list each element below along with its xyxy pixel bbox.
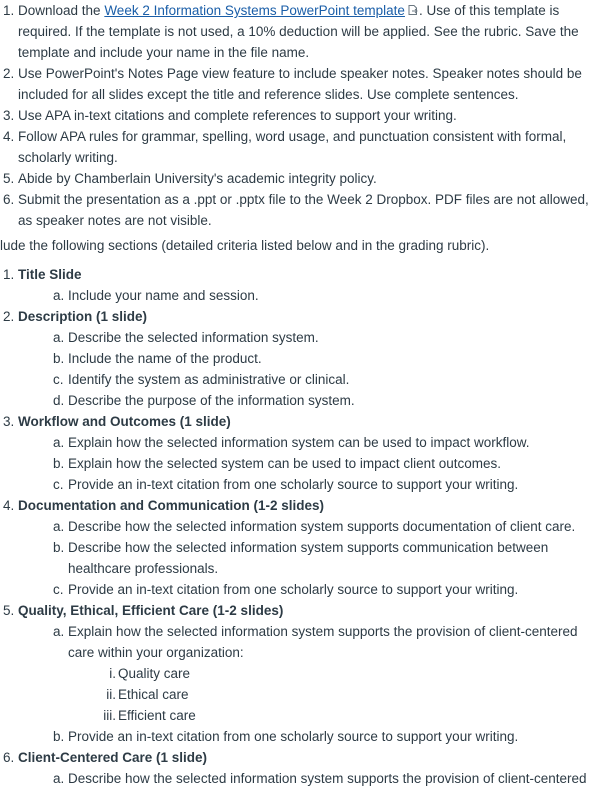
list-letter: b. [53, 351, 65, 366]
section-item [0, 495, 600, 600]
criteria-item [53, 348, 600, 369]
criteria-text: Explain how the selected system can be used to impact client outcomes. [68, 456, 501, 471]
criteria-text: Describe the selected information system. [68, 330, 319, 345]
instruction-item [0, 0, 600, 63]
criteria-item [53, 390, 600, 411]
list-number: 1. [3, 267, 15, 282]
criteria-item [53, 432, 600, 453]
instruction-text: Use PowerPoint's Notes Page view feature to include speaker notes. Speaker notes should be included for all slides except the title and reference slides. Use complete sentences. [18, 66, 582, 102]
criteria-text: Provide an in-text citation from one scholarly source to support your writing. [68, 729, 519, 744]
list-numeral: ii. [106, 687, 116, 702]
criteria-text: Provide an in-text citation from one scholarly source to support your writing. [68, 582, 519, 597]
criteria-text: Include the name of the product. [68, 351, 262, 366]
criteria-list [18, 327, 600, 411]
instruction-item [0, 63, 600, 105]
instruction-item [0, 189, 600, 231]
list-number: 3. [3, 108, 15, 123]
list-letter: d. [53, 393, 65, 408]
section-title: Documentation and Communication (1-2 slides) [18, 498, 325, 513]
list-letter: c. [53, 477, 64, 492]
instruction-text: . Use of this template is required. If the template is not used, a 10% deduction will be applied. See the rubric. Save the template and include your name in the file name. [18, 3, 579, 60]
list-letter: a. [53, 624, 65, 639]
criteria-list [18, 621, 600, 747]
instruction-text: Download the [18, 3, 105, 18]
criteria-item [53, 621, 600, 726]
criteria-text: Provide an in-text citation from one scholarly source to support your writing. [68, 477, 519, 492]
list-letter: b. [53, 456, 65, 471]
criteria-item [53, 768, 600, 789]
criteria-text: Describe the purpose of the information system. [68, 393, 355, 408]
section-item [0, 747, 600, 789]
criteria-text: Explain how the selected information system supports the provision of client-centered care within your organization: [68, 624, 578, 660]
list-number: 6. [3, 192, 15, 207]
section-title: Quality, Ethical, Efficient Care (1-2 slides) [18, 603, 284, 618]
list-number: 6. [3, 750, 15, 765]
instruction-item [0, 105, 600, 126]
list-number: 4. [3, 498, 15, 513]
list-numeral: iii. [103, 708, 116, 723]
instruction-text: Follow APA rules for grammar, spelling, word usage, and punctuation consistent with formal, scholarly writing. [18, 129, 567, 165]
template-download-link[interactable]: Week 2 Information Systems PowerPoint template [104, 3, 405, 18]
care-type-item [104, 663, 596, 684]
list-number: 3. [3, 414, 15, 429]
care-types-list [68, 663, 596, 726]
criteria-item [53, 285, 600, 306]
section-item [0, 411, 600, 495]
section-item [0, 264, 600, 306]
criteria-list [18, 768, 600, 789]
instruction-item [0, 126, 600, 168]
external-file-icon[interactable] [407, 1, 419, 13]
list-number: 2. [3, 66, 15, 81]
care-type-item [104, 705, 596, 726]
criteria-item [53, 474, 600, 495]
criteria-text: Identify the system as administrative or clinical. [68, 372, 350, 387]
criteria-item [53, 369, 600, 390]
section-title: Title Slide [18, 267, 82, 282]
list-letter: b. [53, 540, 65, 555]
section-title: Workflow and Outcomes (1 slide) [18, 414, 231, 429]
care-type-text: Ethical care [118, 687, 189, 702]
criteria-list [18, 516, 600, 600]
section-item [0, 600, 600, 747]
criteria-item [53, 516, 600, 537]
list-number: 5. [3, 171, 15, 186]
criteria-item [53, 453, 600, 474]
criteria-item [53, 327, 600, 348]
care-type-text: Efficient care [118, 708, 196, 723]
list-letter: a. [53, 519, 65, 534]
instruction-item [0, 168, 600, 189]
list-letter: b. [53, 729, 65, 744]
list-number: 2. [3, 309, 15, 324]
criteria-item [53, 579, 600, 600]
list-number: 5. [3, 603, 15, 618]
criteria-item [53, 726, 600, 747]
instructions-list [0, 0, 600, 231]
list-numeral: i. [109, 666, 116, 681]
sections-list [0, 264, 600, 789]
list-letter: a. [53, 435, 65, 450]
list-letter: c. [53, 372, 64, 387]
instruction-text: Use APA in-text citations and complete references to support your writing. [18, 108, 457, 123]
criteria-text: Describe how the selected information system supports documentation of client care. [68, 519, 576, 534]
care-type-item [104, 684, 596, 705]
list-number: 1. [3, 3, 15, 18]
section-item [0, 306, 600, 411]
list-number: 4. [3, 129, 15, 144]
criteria-text: Describe how the selected information system supports communication between healthcare professionals. [68, 540, 549, 576]
criteria-list [18, 432, 600, 495]
criteria-text: Explain how the selected information system can be used to impact workflow. [68, 435, 530, 450]
section-title: Client-Centered Care (1 slide) [18, 750, 208, 765]
criteria-text: Describe how the selected information system supports the provision of client-centered [68, 771, 587, 786]
criteria-item [53, 537, 600, 579]
instruction-text: Abide by Chamberlain University's academic integrity policy. [18, 171, 377, 186]
section-title: Description (1 slide) [18, 309, 148, 324]
criteria-text: Include your name and session. [68, 288, 259, 303]
list-letter: c. [53, 582, 64, 597]
list-letter: a. [53, 330, 65, 345]
list-letter: a. [53, 771, 65, 786]
instruction-text: Submit the presentation as a .ppt or .pptx file to the Week 2 Dropbox. PDF files are not allowed, as speaker notes are not visible. [18, 192, 589, 228]
care-type-text: Quality care [118, 666, 191, 681]
list-letter: a. [53, 288, 65, 303]
sections-intro: lude the following sections (detailed criteria listed below and in the grading rubric). [0, 238, 490, 253]
criteria-list [18, 285, 600, 306]
